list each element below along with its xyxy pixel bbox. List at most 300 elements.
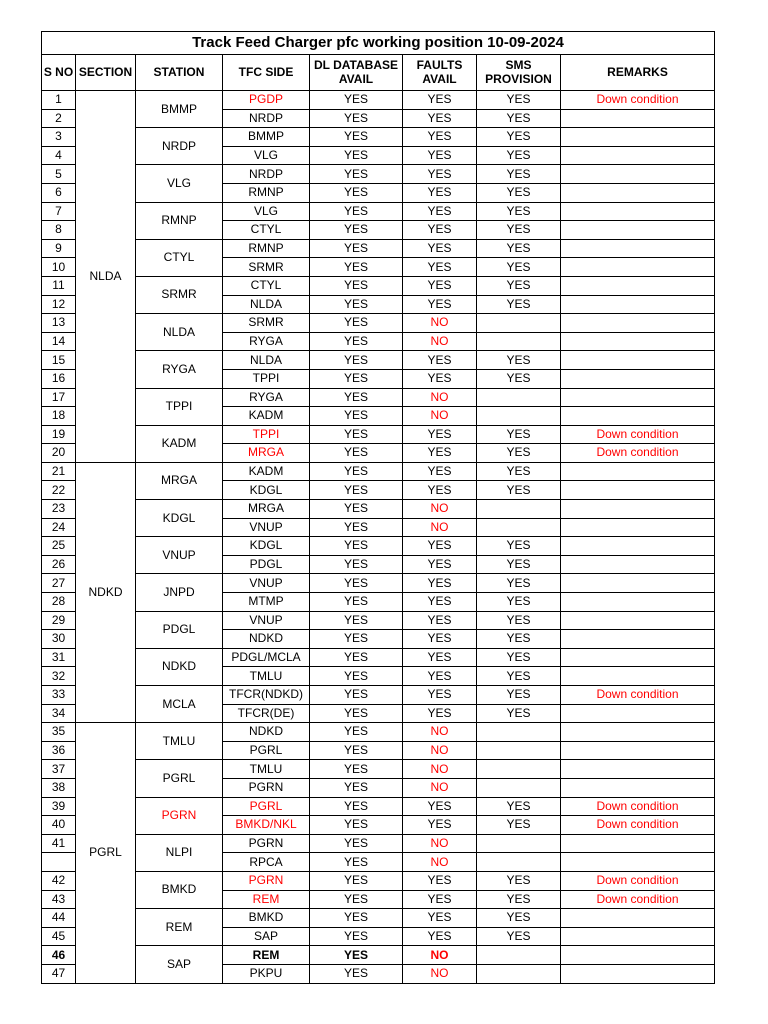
cell-sms: YES	[477, 369, 561, 388]
table-row	[42, 648, 715, 667]
cell-dl-database: YES	[310, 183, 403, 202]
cell-sno: 25	[42, 537, 76, 556]
cell-tfc-side: VLG	[223, 202, 310, 221]
table-row	[42, 946, 715, 965]
cell-dl-database: YES	[310, 964, 403, 983]
cell-faults: NO	[403, 500, 477, 519]
cell-faults: NO	[403, 778, 477, 797]
cell-sms: YES	[477, 295, 561, 314]
cell-tfc-side: VNUP	[223, 518, 310, 537]
cell-remarks	[561, 258, 715, 277]
cell-tfc-side: NDKD	[223, 723, 310, 742]
cell-section: PGRL	[76, 723, 136, 983]
cell-station: TMLU	[136, 723, 223, 760]
header-section: SECTION	[76, 55, 136, 91]
cell-sms: YES	[477, 648, 561, 667]
cell-sno: 37	[42, 760, 76, 779]
cell-dl-database: YES	[310, 797, 403, 816]
cell-tfc-side: REM	[223, 946, 310, 965]
cell-faults: YES	[403, 593, 477, 612]
cell-remarks	[561, 295, 715, 314]
cell-sms: YES	[477, 444, 561, 463]
cell-sms: YES	[477, 704, 561, 723]
cell-sno: 27	[42, 574, 76, 593]
cell-tfc-side: PDGL	[223, 555, 310, 574]
cell-sms: YES	[477, 871, 561, 890]
cell-dl-database: YES	[310, 295, 403, 314]
cell-sno: 22	[42, 481, 76, 500]
cell-faults: YES	[403, 202, 477, 221]
cell-station: VLG	[136, 165, 223, 202]
cell-faults: YES	[403, 91, 477, 110]
cell-sms	[477, 964, 561, 983]
table-row	[42, 723, 715, 742]
cell-faults: NO	[403, 407, 477, 426]
cell-sms: YES	[477, 425, 561, 444]
cell-faults: YES	[403, 276, 477, 295]
cell-section: NDKD	[76, 462, 136, 722]
cell-remarks: Down condition	[561, 444, 715, 463]
cell-sno: 4	[42, 146, 76, 165]
cell-dl-database: YES	[310, 593, 403, 612]
cell-remarks	[561, 146, 715, 165]
cell-sno: 18	[42, 407, 76, 426]
cell-dl-database: YES	[310, 258, 403, 277]
cell-remarks	[561, 630, 715, 649]
cell-sms: YES	[477, 146, 561, 165]
cell-tfc-side: KDGL	[223, 537, 310, 556]
table-row	[42, 834, 715, 853]
cell-tfc-side: PGRN	[223, 834, 310, 853]
cell-station: RMNP	[136, 202, 223, 239]
cell-dl-database: YES	[310, 109, 403, 128]
cell-station: PDGL	[136, 611, 223, 648]
cell-remarks	[561, 351, 715, 370]
cell-sno: 26	[42, 555, 76, 574]
cell-sms: YES	[477, 816, 561, 835]
cell-remarks	[561, 927, 715, 946]
cell-faults: NO	[403, 723, 477, 742]
cell-tfc-side: BMKD	[223, 909, 310, 928]
cell-dl-database: YES	[310, 481, 403, 500]
cell-tfc-side: SAP	[223, 927, 310, 946]
cell-sms: YES	[477, 611, 561, 630]
cell-station: NDKD	[136, 648, 223, 685]
cell-faults: YES	[403, 611, 477, 630]
cell-faults: NO	[403, 853, 477, 872]
cell-dl-database: YES	[310, 351, 403, 370]
cell-sno: 45	[42, 927, 76, 946]
cell-faults: YES	[403, 667, 477, 686]
cell-sno: 14	[42, 332, 76, 351]
cell-faults: NO	[403, 518, 477, 537]
cell-sno: 32	[42, 667, 76, 686]
cell-tfc-side: TFCR(NDKD)	[223, 686, 310, 705]
cell-sms	[477, 314, 561, 333]
cell-section: NLDA	[76, 91, 136, 463]
cell-dl-database: YES	[310, 221, 403, 240]
cell-tfc-side: VNUP	[223, 574, 310, 593]
cell-dl-database: YES	[310, 537, 403, 556]
cell-tfc-side: TFCR(DE)	[223, 704, 310, 723]
cell-sms: YES	[477, 797, 561, 816]
cell-tfc-side: NLDA	[223, 295, 310, 314]
cell-remarks	[561, 165, 715, 184]
cell-dl-database: YES	[310, 704, 403, 723]
cell-remarks	[561, 611, 715, 630]
cell-sms	[477, 332, 561, 351]
header-dl-database: DL DATABASE AVAIL	[310, 55, 403, 91]
cell-dl-database: YES	[310, 686, 403, 705]
cell-dl-database: YES	[310, 314, 403, 333]
table-body	[42, 91, 715, 984]
cell-tfc-side: RYGA	[223, 388, 310, 407]
cell-remarks	[561, 537, 715, 556]
cell-remarks: Down condition	[561, 425, 715, 444]
header-sms: SMS PROVISION	[477, 55, 561, 91]
cell-remarks	[561, 369, 715, 388]
cell-dl-database: YES	[310, 648, 403, 667]
cell-sno: 46	[42, 946, 76, 965]
table-row	[42, 314, 715, 333]
table-row	[42, 611, 715, 630]
cell-dl-database: YES	[310, 834, 403, 853]
cell-remarks	[561, 909, 715, 928]
cell-remarks	[561, 481, 715, 500]
cell-faults: NO	[403, 332, 477, 351]
cell-tfc-side: VNUP	[223, 611, 310, 630]
cell-remarks	[561, 648, 715, 667]
cell-tfc-side: NDKD	[223, 630, 310, 649]
cell-faults: YES	[403, 351, 477, 370]
cell-tfc-side: TMLU	[223, 760, 310, 779]
cell-station: PGRN	[136, 797, 223, 834]
cell-sno: 35	[42, 723, 76, 742]
cell-station: NLDA	[136, 314, 223, 351]
cell-sms: YES	[477, 183, 561, 202]
cell-sms: YES	[477, 593, 561, 612]
cell-remarks	[561, 462, 715, 481]
cell-faults: YES	[403, 481, 477, 500]
cell-sno: 31	[42, 648, 76, 667]
cell-remarks	[561, 853, 715, 872]
cell-remarks	[561, 704, 715, 723]
cell-sms: YES	[477, 165, 561, 184]
cell-remarks	[561, 946, 715, 965]
cell-dl-database: YES	[310, 500, 403, 519]
cell-sms: YES	[477, 890, 561, 909]
cell-remarks	[561, 518, 715, 537]
cell-faults: YES	[403, 704, 477, 723]
cell-remarks	[561, 500, 715, 519]
cell-dl-database: YES	[310, 407, 403, 426]
cell-dl-database: YES	[310, 871, 403, 890]
cell-sno: 17	[42, 388, 76, 407]
cell-faults: YES	[403, 128, 477, 147]
cell-sms: YES	[477, 927, 561, 946]
cell-sno: 3	[42, 128, 76, 147]
cell-station: RYGA	[136, 351, 223, 388]
cell-tfc-side: RMNP	[223, 183, 310, 202]
cell-sno: 30	[42, 630, 76, 649]
cell-station: VNUP	[136, 537, 223, 574]
cell-sms: YES	[477, 239, 561, 258]
cell-faults: YES	[403, 444, 477, 463]
cell-faults: YES	[403, 146, 477, 165]
cell-tfc-side: VLG	[223, 146, 310, 165]
cell-remarks	[561, 964, 715, 983]
cell-dl-database: YES	[310, 518, 403, 537]
cell-tfc-side: KADM	[223, 407, 310, 426]
cell-tfc-side: KDGL	[223, 481, 310, 500]
cell-remarks	[561, 667, 715, 686]
cell-dl-database: YES	[310, 667, 403, 686]
cell-station: BMKD	[136, 871, 223, 908]
cell-tfc-side: REM	[223, 890, 310, 909]
cell-sno: 13	[42, 314, 76, 333]
cell-station: TPPI	[136, 388, 223, 425]
page-title: Track Feed Charger pfc working position 10-09-2024	[42, 32, 715, 55]
cell-sms: YES	[477, 537, 561, 556]
cell-faults: YES	[403, 927, 477, 946]
cell-sms: YES	[477, 128, 561, 147]
cell-remarks	[561, 760, 715, 779]
cell-sms	[477, 834, 561, 853]
cell-faults: YES	[403, 369, 477, 388]
cell-remarks	[561, 407, 715, 426]
cell-tfc-side: PGRN	[223, 871, 310, 890]
cell-sno: 19	[42, 425, 76, 444]
cell-faults: YES	[403, 258, 477, 277]
cell-sno: 36	[42, 741, 76, 760]
cell-faults: YES	[403, 295, 477, 314]
cell-sms	[477, 518, 561, 537]
cell-tfc-side: BMKD/NKL	[223, 816, 310, 835]
cell-faults: NO	[403, 314, 477, 333]
cell-faults: YES	[403, 909, 477, 928]
cell-remarks	[561, 128, 715, 147]
cell-dl-database: YES	[310, 462, 403, 481]
cell-remarks: Down condition	[561, 797, 715, 816]
cell-station: CTYL	[136, 239, 223, 276]
cell-sno: 41	[42, 834, 76, 853]
cell-faults: YES	[403, 239, 477, 258]
cell-dl-database: YES	[310, 165, 403, 184]
cell-sno: 29	[42, 611, 76, 630]
cell-dl-database: YES	[310, 369, 403, 388]
cell-dl-database: YES	[310, 128, 403, 147]
cell-tfc-side: CTYL	[223, 221, 310, 240]
cell-tfc-side: SRMR	[223, 314, 310, 333]
cell-faults: NO	[403, 760, 477, 779]
cell-tfc-side: RMNP	[223, 239, 310, 258]
table-row	[42, 128, 715, 147]
cell-tfc-side: TMLU	[223, 667, 310, 686]
cell-dl-database: YES	[310, 816, 403, 835]
cell-tfc-side: RPCA	[223, 853, 310, 872]
tfc-status-table	[41, 31, 715, 984]
cell-faults: NO	[403, 741, 477, 760]
table-row	[42, 909, 715, 928]
cell-remarks	[561, 388, 715, 407]
cell-dl-database: YES	[310, 555, 403, 574]
cell-tfc-side: KADM	[223, 462, 310, 481]
cell-station: PGRL	[136, 760, 223, 797]
table-row	[42, 91, 715, 110]
cell-remarks	[561, 593, 715, 612]
cell-dl-database: YES	[310, 723, 403, 742]
cell-station: KADM	[136, 425, 223, 462]
cell-dl-database: YES	[310, 574, 403, 593]
cell-faults: NO	[403, 388, 477, 407]
table-row	[42, 686, 715, 705]
cell-faults: YES	[403, 537, 477, 556]
cell-station: NRDP	[136, 128, 223, 165]
cell-dl-database: YES	[310, 909, 403, 928]
cell-remarks	[561, 221, 715, 240]
table-row	[42, 351, 715, 370]
cell-remarks	[561, 109, 715, 128]
cell-sno: 11	[42, 276, 76, 295]
cell-remarks	[561, 276, 715, 295]
cell-sno: 2	[42, 109, 76, 128]
cell-tfc-side: MRGA	[223, 500, 310, 519]
table-row	[42, 425, 715, 444]
cell-remarks: Down condition	[561, 816, 715, 835]
cell-faults: YES	[403, 797, 477, 816]
header-faults: FAULTS AVAIL	[403, 55, 477, 91]
cell-tfc-side: PGRN	[223, 778, 310, 797]
cell-sms: YES	[477, 667, 561, 686]
cell-tfc-side: NRDP	[223, 165, 310, 184]
cell-faults: YES	[403, 574, 477, 593]
cell-remarks: Down condition	[561, 871, 715, 890]
cell-remarks: Down condition	[561, 91, 715, 110]
cell-sms: YES	[477, 481, 561, 500]
cell-remarks	[561, 314, 715, 333]
cell-tfc-side: BMMP	[223, 128, 310, 147]
cell-sno: 42	[42, 871, 76, 890]
cell-sno: 12	[42, 295, 76, 314]
cell-tfc-side: PKPU	[223, 964, 310, 983]
cell-station: REM	[136, 909, 223, 946]
cell-sno: 34	[42, 704, 76, 723]
cell-faults: YES	[403, 165, 477, 184]
cell-tfc-side: PGRL	[223, 797, 310, 816]
cell-sms: YES	[477, 276, 561, 295]
cell-sno: 5	[42, 165, 76, 184]
cell-tfc-side: NLDA	[223, 351, 310, 370]
cell-tfc-side: NRDP	[223, 109, 310, 128]
cell-sno: 38	[42, 778, 76, 797]
cell-sno: 21	[42, 462, 76, 481]
cell-faults: NO	[403, 964, 477, 983]
cell-tfc-side: PDGL/MCLA	[223, 648, 310, 667]
cell-station: MRGA	[136, 462, 223, 499]
cell-sms	[477, 853, 561, 872]
cell-tfc-side: CTYL	[223, 276, 310, 295]
cell-sno: 47	[42, 964, 76, 983]
cell-station: BMMP	[136, 91, 223, 128]
cell-remarks	[561, 555, 715, 574]
cell-tfc-side: SRMR	[223, 258, 310, 277]
cell-faults: YES	[403, 648, 477, 667]
cell-station: MCLA	[136, 686, 223, 723]
cell-sno	[42, 853, 76, 872]
cell-sms: YES	[477, 351, 561, 370]
cell-faults: YES	[403, 221, 477, 240]
cell-faults: YES	[403, 686, 477, 705]
cell-sno: 6	[42, 183, 76, 202]
header-tfc-side: TFC SIDE	[223, 55, 310, 91]
cell-sms: YES	[477, 462, 561, 481]
table-row	[42, 239, 715, 258]
table-row	[42, 760, 715, 779]
cell-dl-database: YES	[310, 741, 403, 760]
table-row	[42, 202, 715, 221]
cell-dl-database: YES	[310, 239, 403, 258]
cell-faults: YES	[403, 816, 477, 835]
cell-faults: YES	[403, 425, 477, 444]
cell-sms	[477, 500, 561, 519]
cell-sno: 15	[42, 351, 76, 370]
cell-sms: YES	[477, 91, 561, 110]
cell-faults: NO	[403, 834, 477, 853]
cell-tfc-side: PGRL	[223, 741, 310, 760]
cell-dl-database: YES	[310, 332, 403, 351]
cell-sms: YES	[477, 686, 561, 705]
cell-dl-database: YES	[310, 91, 403, 110]
cell-sno: 9	[42, 239, 76, 258]
cell-dl-database: YES	[310, 146, 403, 165]
table-row	[42, 871, 715, 890]
table-row	[42, 388, 715, 407]
cell-faults: YES	[403, 109, 477, 128]
cell-dl-database: YES	[310, 760, 403, 779]
table-row	[42, 165, 715, 184]
cell-sms: YES	[477, 202, 561, 221]
cell-faults: YES	[403, 462, 477, 481]
cell-dl-database: YES	[310, 927, 403, 946]
cell-sms: YES	[477, 574, 561, 593]
cell-remarks	[561, 202, 715, 221]
cell-station: JNPD	[136, 574, 223, 611]
cell-sms	[477, 741, 561, 760]
cell-sms	[477, 723, 561, 742]
cell-sno: 7	[42, 202, 76, 221]
cell-faults: YES	[403, 630, 477, 649]
cell-remarks	[561, 834, 715, 853]
cell-tfc-side: TPPI	[223, 425, 310, 444]
cell-tfc-side: MRGA	[223, 444, 310, 463]
cell-sno: 10	[42, 258, 76, 277]
cell-remarks	[561, 741, 715, 760]
table-row	[42, 537, 715, 556]
cell-faults: YES	[403, 871, 477, 890]
cell-sno: 43	[42, 890, 76, 909]
cell-dl-database: YES	[310, 890, 403, 909]
cell-station: KDGL	[136, 500, 223, 537]
cell-dl-database: YES	[310, 853, 403, 872]
cell-dl-database: YES	[310, 202, 403, 221]
cell-remarks	[561, 332, 715, 351]
cell-sms	[477, 388, 561, 407]
cell-sno: 44	[42, 909, 76, 928]
cell-tfc-side: RYGA	[223, 332, 310, 351]
cell-sms	[477, 778, 561, 797]
cell-dl-database: YES	[310, 630, 403, 649]
cell-sno: 16	[42, 369, 76, 388]
